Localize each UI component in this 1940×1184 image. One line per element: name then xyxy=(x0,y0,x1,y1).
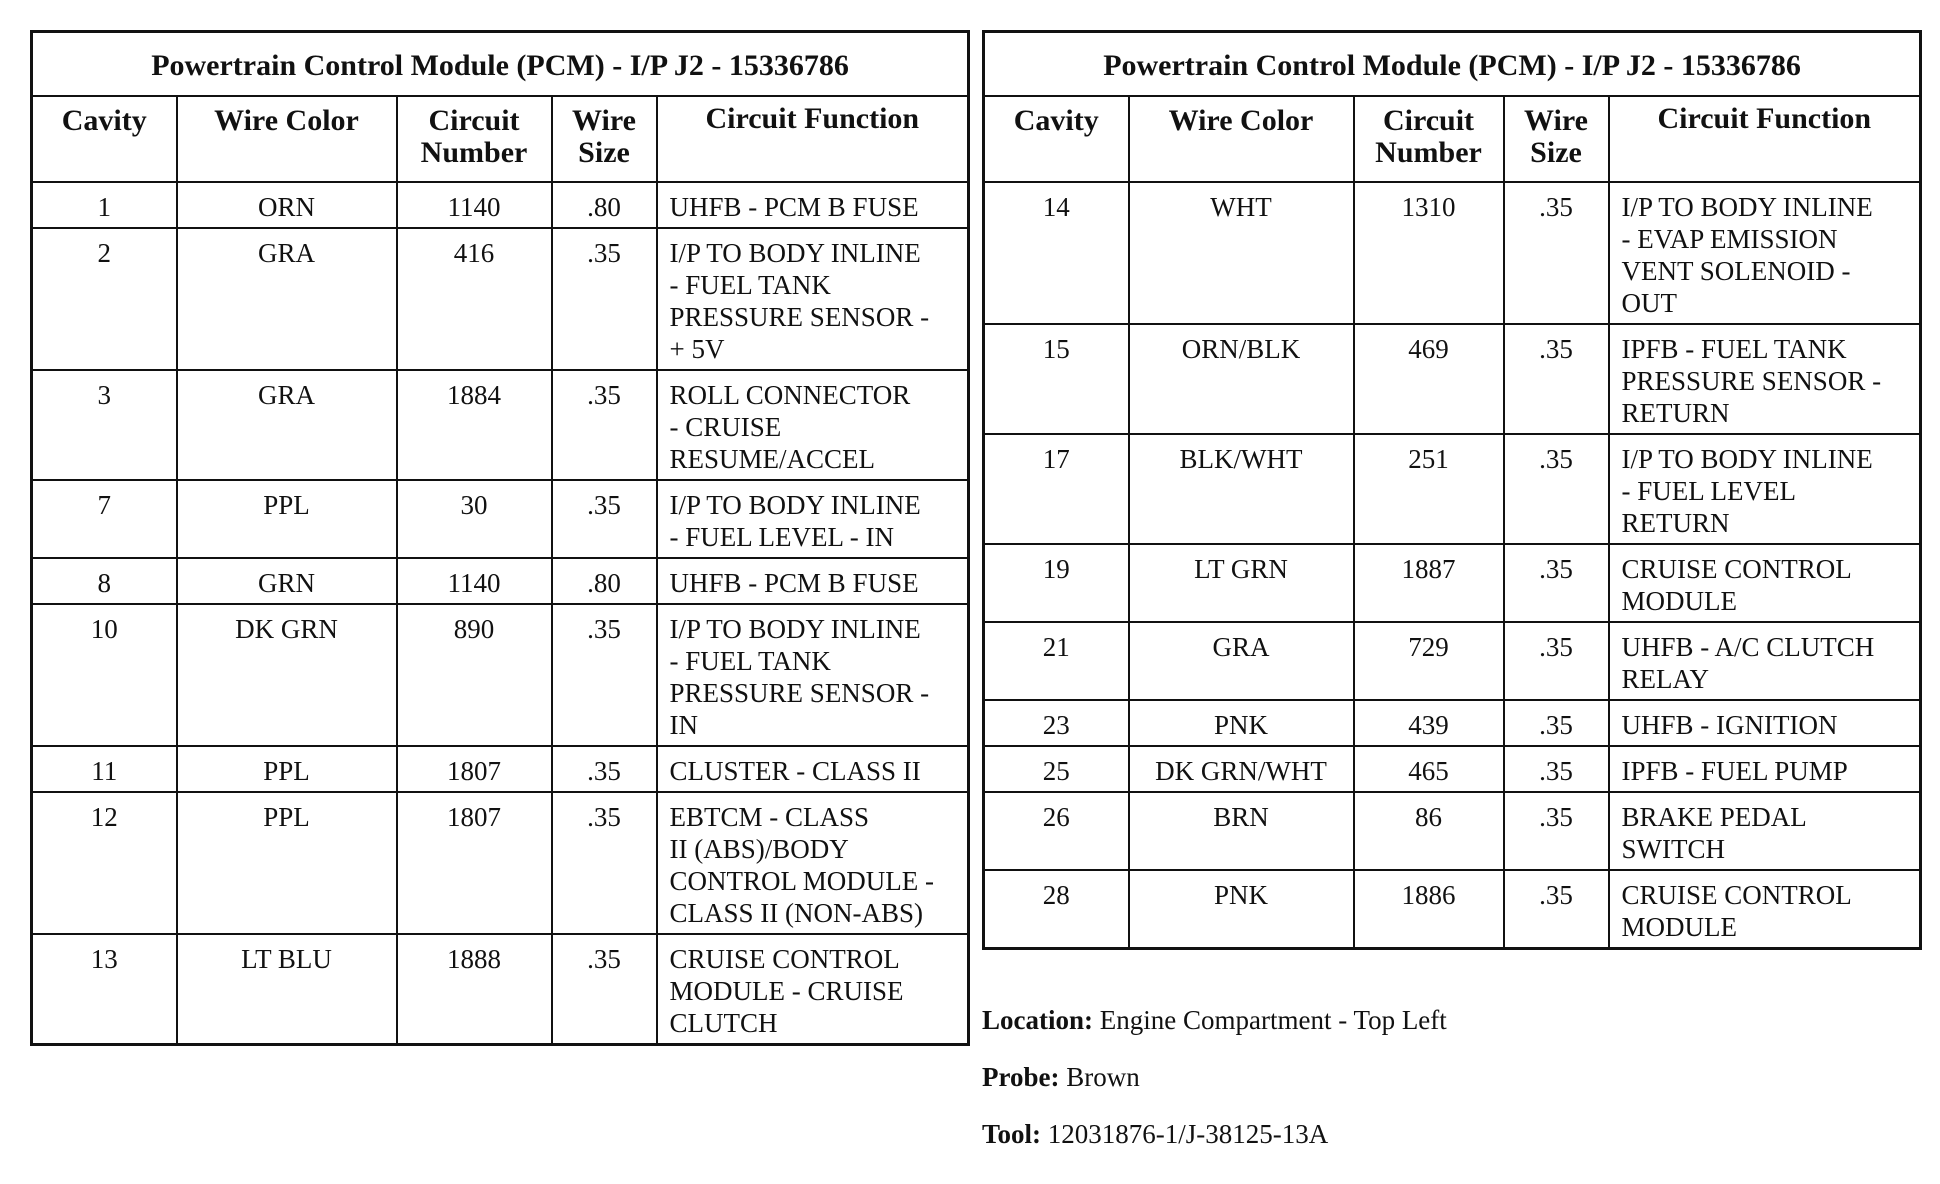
header-wire-size-line1: Wire xyxy=(572,104,636,137)
table-row xyxy=(984,434,1921,544)
header-circuit-number-line1: Circuit xyxy=(1382,104,1475,137)
circuit-number-cell: 1886 xyxy=(1354,870,1504,949)
circuit-number-cell: 439 xyxy=(1354,700,1504,746)
wire-color-cell: PNK xyxy=(1129,700,1354,746)
circuit-function-line: II (ABS)/BODY xyxy=(669,834,849,864)
circuit-function-line: RETURN xyxy=(1621,508,1730,538)
circuit-function-line: - EVAP EMISSION xyxy=(1621,224,1838,254)
header-circuit-number-line2: Number xyxy=(420,136,528,169)
header-wire-size xyxy=(1504,96,1609,182)
table-row xyxy=(32,228,969,370)
circuit-function-line: RESUME/ACCEL xyxy=(669,444,876,474)
tool-label: Tool: xyxy=(982,1119,1042,1149)
circuit-function-cell xyxy=(1609,324,1921,434)
wire-color-cell: GRA xyxy=(1129,622,1354,700)
circuit-function-line: - FUEL TANK xyxy=(669,646,831,676)
circuit-function-line: PRESSURE SENSOR - xyxy=(669,678,930,708)
circuit-function-cell xyxy=(657,558,969,604)
table-row xyxy=(32,934,969,1045)
circuit-function-cell xyxy=(1609,746,1921,792)
circuit-number-cell: 86 xyxy=(1354,792,1504,870)
probe-label: Probe: xyxy=(982,1062,1060,1092)
circuit-function-cell xyxy=(1609,544,1921,622)
table-row xyxy=(984,622,1921,700)
wire-color-cell: GRA xyxy=(177,228,397,370)
cavity-cell: 7 xyxy=(32,480,177,558)
header-cavity: Cavity xyxy=(32,96,177,182)
circuit-function-line: RETURN xyxy=(1621,398,1730,428)
circuit-function-line: - FUEL LEVEL xyxy=(1621,476,1796,506)
circuit-number-cell: 1884 xyxy=(397,370,552,480)
table-row xyxy=(32,792,969,934)
circuit-function-line: MODULE xyxy=(1621,586,1737,616)
header-circuit-function: Circuit Function xyxy=(1609,96,1921,182)
wire-color-cell: GRA xyxy=(177,370,397,480)
circuit-function-line: I/P TO BODY INLINE xyxy=(669,238,921,268)
cavity-cell: 3 xyxy=(32,370,177,480)
circuit-function-line: I/P TO BODY INLINE xyxy=(1621,444,1873,474)
cavity-cell: 28 xyxy=(984,870,1129,949)
circuit-function-line: PRESSURE SENSOR - xyxy=(1621,366,1882,396)
table-title: Powertrain Control Module (PCM) - I/P J2 - 15336786 xyxy=(32,32,969,97)
cavity-cell: 12 xyxy=(32,792,177,934)
wire-color-cell: DK GRN/WHT xyxy=(1129,746,1354,792)
circuit-function-line: IN xyxy=(669,710,698,740)
tool-line xyxy=(982,1119,1328,1150)
circuit-function-cell xyxy=(657,934,969,1045)
circuit-number-cell: 890 xyxy=(397,604,552,746)
cavity-cell: 1 xyxy=(32,182,177,228)
table-row xyxy=(984,792,1921,870)
wire-color-cell: LT GRN xyxy=(1129,544,1354,622)
wire-size-cell: .35 xyxy=(552,792,657,934)
cavity-cell: 15 xyxy=(984,324,1129,434)
cavity-cell: 17 xyxy=(984,434,1129,544)
table-row xyxy=(984,870,1921,949)
circuit-function-line: I/P TO BODY INLINE xyxy=(1621,192,1873,222)
wire-color-cell: GRN xyxy=(177,558,397,604)
circuit-function-line: MODULE xyxy=(1621,912,1737,942)
wire-color-cell: DK GRN xyxy=(177,604,397,746)
wire-size-cell: .35 xyxy=(1504,870,1609,949)
circuit-number-cell: 1807 xyxy=(397,792,552,934)
circuit-function-line: I/P TO BODY INLINE xyxy=(669,614,921,644)
wire-size-cell: .35 xyxy=(1504,434,1609,544)
table-row xyxy=(32,558,969,604)
location-label: Location: xyxy=(982,1005,1093,1035)
header-wire-color: Wire Color xyxy=(1129,96,1354,182)
table-row xyxy=(32,182,969,228)
circuit-number-cell: 469 xyxy=(1354,324,1504,434)
circuit-function-line: CONTROL MODULE - xyxy=(669,866,934,896)
table-title: Powertrain Control Module (PCM) - I/P J2 - 15336786 xyxy=(984,32,1921,97)
location-line xyxy=(982,1005,1447,1036)
wire-color-cell: PPL xyxy=(177,480,397,558)
header-cavity: Cavity xyxy=(984,96,1129,182)
circuit-function-line: I/P TO BODY INLINE xyxy=(669,490,921,520)
wire-size-cell: .35 xyxy=(552,746,657,792)
circuit-number-cell: 465 xyxy=(1354,746,1504,792)
circuit-number-cell: 416 xyxy=(397,228,552,370)
cavity-cell: 13 xyxy=(32,934,177,1045)
header-circuit-number-line2: Number xyxy=(1375,136,1482,169)
wire-size-cell: .35 xyxy=(552,480,657,558)
circuit-function-cell xyxy=(657,228,969,370)
header-circuit-function: Circuit Function xyxy=(657,96,969,182)
left-connector-table xyxy=(30,30,970,1046)
wire-size-cell: .35 xyxy=(1504,746,1609,792)
circuit-function-cell xyxy=(1609,870,1921,949)
circuit-number-cell: 1140 xyxy=(397,558,552,604)
wire-color-cell: BLK/WHT xyxy=(1129,434,1354,544)
tool-value: 12031876-1/J-38125-13A xyxy=(1047,1119,1329,1149)
circuit-function-cell xyxy=(657,370,969,480)
circuit-function-cell xyxy=(1609,182,1921,324)
wire-color-cell: PNK xyxy=(1129,870,1354,949)
right-table-body xyxy=(984,182,1921,949)
wire-color-cell: PPL xyxy=(177,746,397,792)
circuit-function-line: RELAY xyxy=(1621,664,1710,694)
circuit-function-cell xyxy=(657,182,969,228)
circuit-number-cell: 251 xyxy=(1354,434,1504,544)
wire-size-cell: .35 xyxy=(1504,622,1609,700)
cavity-cell: 10 xyxy=(32,604,177,746)
circuit-function-line: EBTCM - CLASS xyxy=(669,802,870,832)
header-circuit-number-line1: Circuit xyxy=(428,104,520,137)
wire-size-cell: .35 xyxy=(1504,324,1609,434)
circuit-number-cell: 1888 xyxy=(397,934,552,1045)
circuit-function-cell xyxy=(657,604,969,746)
probe-line xyxy=(982,1062,1140,1093)
wire-size-cell: .80 xyxy=(552,182,657,228)
wire-size-cell: .35 xyxy=(1504,792,1609,870)
circuit-function-line: UHFB - PCM B FUSE xyxy=(669,568,919,598)
right-connector-table xyxy=(982,30,1922,950)
circuit-function-cell xyxy=(1609,700,1921,746)
circuit-function-cell xyxy=(1609,622,1921,700)
table-row xyxy=(984,746,1921,792)
cavity-cell: 14 xyxy=(984,182,1129,324)
circuit-function-line: - CRUISE xyxy=(669,412,782,442)
table-row xyxy=(32,746,969,792)
circuit-function-line: CRUISE CONTROL xyxy=(669,944,900,974)
wire-size-cell: .35 xyxy=(1504,182,1609,324)
circuit-number-cell: 1310 xyxy=(1354,182,1504,324)
header-wire-size xyxy=(552,96,657,182)
header-wire-color: Wire Color xyxy=(177,96,397,182)
circuit-function-line: SWITCH xyxy=(1621,834,1725,864)
wire-size-cell: .35 xyxy=(1504,544,1609,622)
circuit-function-cell xyxy=(657,480,969,558)
cavity-cell: 25 xyxy=(984,746,1129,792)
circuit-function-line: UHFB - PCM B FUSE xyxy=(669,192,919,222)
location-value: Engine Compartment - Top Left xyxy=(1099,1005,1447,1035)
circuit-number-cell: 30 xyxy=(397,480,552,558)
circuit-function-line: CLUSTER - CLASS II xyxy=(669,756,921,786)
wire-size-cell: .80 xyxy=(552,558,657,604)
circuit-function-line: UHFB - IGNITION xyxy=(1621,710,1838,740)
wire-color-cell: ORN xyxy=(177,182,397,228)
wire-color-cell: BRN xyxy=(1129,792,1354,870)
table-row xyxy=(984,700,1921,746)
circuit-function-line: UHFB - A/C CLUTCH xyxy=(1621,632,1875,662)
header-wire-size-line2: Size xyxy=(578,136,630,169)
table-row xyxy=(32,604,969,746)
cavity-cell: 23 xyxy=(984,700,1129,746)
wire-color-cell: ORN/BLK xyxy=(1129,324,1354,434)
wire-size-cell: .35 xyxy=(552,370,657,480)
wire-size-cell: .35 xyxy=(552,934,657,1045)
circuit-function-cell xyxy=(1609,792,1921,870)
circuit-function-line: + 5V xyxy=(669,334,725,364)
circuit-function-cell xyxy=(657,792,969,934)
circuit-number-cell: 1140 xyxy=(397,182,552,228)
circuit-function-cell xyxy=(657,746,969,792)
circuit-number-cell: 1807 xyxy=(397,746,552,792)
table-row xyxy=(32,480,969,558)
header-wire-size-line2: Size xyxy=(1530,136,1582,169)
circuit-function-line: BRAKE PEDAL xyxy=(1621,802,1807,832)
circuit-function-cell xyxy=(1609,434,1921,544)
circuit-function-line: - FUEL TANK xyxy=(669,270,831,300)
cavity-cell: 11 xyxy=(32,746,177,792)
table-row xyxy=(32,370,969,480)
wire-size-cell: .35 xyxy=(552,604,657,746)
table-row xyxy=(984,544,1921,622)
circuit-function-line: PRESSURE SENSOR - xyxy=(669,302,930,332)
wire-size-cell: .35 xyxy=(1504,700,1609,746)
circuit-function-line: - FUEL LEVEL - IN xyxy=(669,522,894,552)
circuit-function-line: CRUISE CONTROL xyxy=(1621,554,1852,584)
circuit-function-line: CLASS II (NON-ABS) xyxy=(669,898,924,928)
wire-color-cell: LT BLU xyxy=(177,934,397,1045)
probe-value: Brown xyxy=(1066,1062,1140,1092)
table-row xyxy=(984,324,1921,434)
circuit-function-line: CLUTCH xyxy=(669,1008,778,1038)
wire-color-cell: PPL xyxy=(177,792,397,934)
circuit-function-line: MODULE - CRUISE xyxy=(669,976,904,1006)
left-table-body xyxy=(32,182,969,1045)
cavity-cell: 21 xyxy=(984,622,1129,700)
header-circuit-number xyxy=(397,96,552,182)
table-row xyxy=(984,182,1921,324)
cavity-cell: 8 xyxy=(32,558,177,604)
wire-color-cell: WHT xyxy=(1129,182,1354,324)
circuit-function-line: CRUISE CONTROL xyxy=(1621,880,1852,910)
circuit-function-line: IPFB - FUEL PUMP xyxy=(1621,756,1848,786)
circuit-function-line: OUT xyxy=(1621,288,1677,318)
cavity-cell: 26 xyxy=(984,792,1129,870)
circuit-function-line: IPFB - FUEL TANK xyxy=(1621,334,1847,364)
wire-size-cell: .35 xyxy=(552,228,657,370)
header-wire-size-line1: Wire xyxy=(1524,104,1588,137)
circuit-number-cell: 729 xyxy=(1354,622,1504,700)
circuit-function-line: ROLL CONNECTOR xyxy=(669,380,911,410)
cavity-cell: 2 xyxy=(32,228,177,370)
circuit-number-cell: 1887 xyxy=(1354,544,1504,622)
circuit-function-line: VENT SOLENOID - xyxy=(1621,256,1851,286)
header-circuit-number xyxy=(1354,96,1504,182)
cavity-cell: 19 xyxy=(984,544,1129,622)
